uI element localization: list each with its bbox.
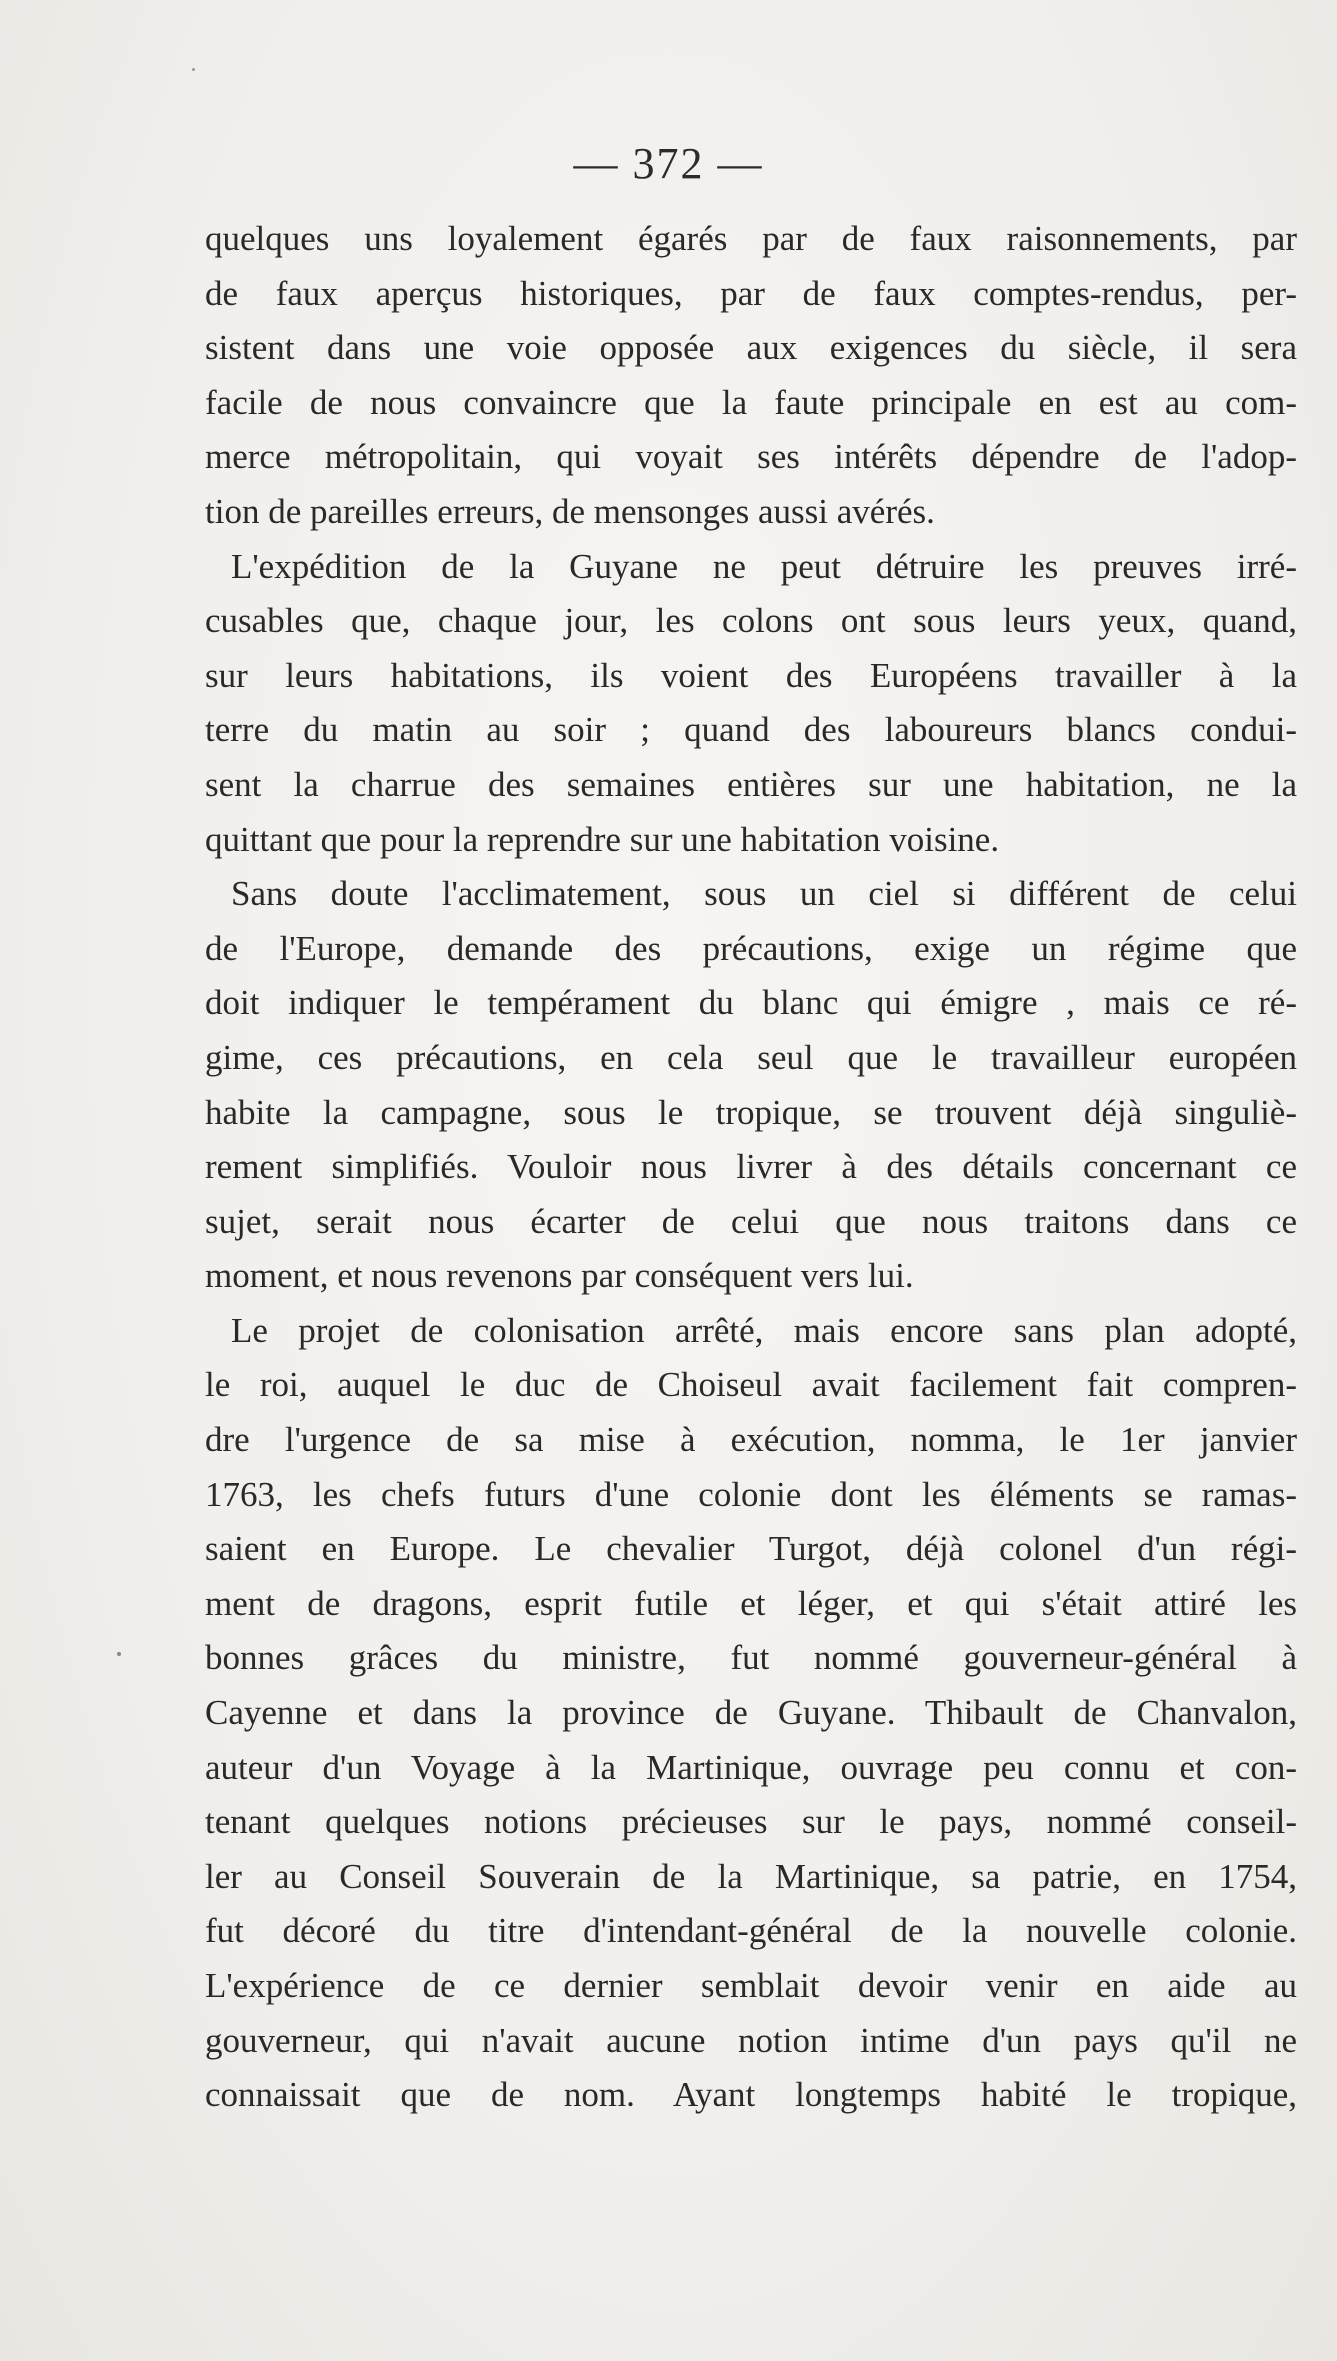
- paper-speck: [192, 68, 195, 71]
- text-line: doit indiquer le tempérament du blanc qui émigre , mais ce ré-: [205, 983, 1297, 1023]
- text-line: sistent dans une voie opposée aux exigences du siècle, il sera: [205, 328, 1297, 368]
- text-line: terre du matin au soir ; quand des laboureurs blancs condui-: [205, 710, 1297, 750]
- text-line: habite la campagne, sous le tropique, se trouvent déjà singuliè-: [205, 1092, 1297, 1132]
- text-line: saient en Europe. Le chevalier Turgot, déjà colonel d'un régi-: [205, 1529, 1297, 1569]
- text-line: quelques uns loyalement égarés par de faux raisonnements, par: [205, 219, 1297, 258]
- body-text: [205, 212, 1297, 2123]
- text-line: fut décoré du titre d'intendant-général de la nouvelle colonie.: [205, 1911, 1297, 1951]
- text-line: de l'Europe, demande des précautions, exige un régime que: [205, 928, 1297, 968]
- text-line: Le projet de colonisation arrêté, mais encore sans plan adopté,: [231, 1310, 1297, 1350]
- text-line: 1763, les chefs futurs d'une colonie dont les éléments se ramas-: [205, 1474, 1297, 1514]
- text-line: gime, ces précautions, en cela seul que le travailleur européen: [205, 1037, 1297, 1077]
- text-line: sujet, serait nous écarter de celui que nous traitons dans ce: [205, 1201, 1297, 1241]
- paper-speck: [117, 1652, 121, 1656]
- text-line: quittant que pour la reprendre sur une habitation voisine.: [205, 819, 1000, 859]
- text-line: sur leurs habitations, ils voient des Européens travailler à la: [205, 655, 1297, 695]
- text-line: dre l'urgence de sa mise à exécution, nomma, le 1er janvier: [205, 1420, 1297, 1460]
- text-line: tion de pareilles erreurs, de mensonges aussi avérés.: [205, 491, 935, 531]
- text-line: gouverneur, qui n'avait aucune notion intime d'un pays qu'il ne: [205, 2020, 1297, 2060]
- text-line: L'expédition de la Guyane ne peut détruire les preuves irré-: [231, 546, 1297, 586]
- text-line: rement simplifiés. Vouloir nous livrer à des détails concernant ce: [205, 1147, 1297, 1187]
- text-line: tenant quelques notions précieuses sur le pays, nommé conseil-: [205, 1802, 1297, 1842]
- text-line: Sans doute l'acclimatement, sous un ciel si différent de celui: [231, 874, 1297, 914]
- text-line: facile de nous convaincre que la faute principale en est au com-: [205, 382, 1297, 422]
- text-line: merce métropolitain, qui voyait ses intérêts dépendre de l'adop-: [205, 437, 1297, 477]
- text-line: le roi, auquel le duc de Choiseul avait facilement fait compren-: [205, 1365, 1297, 1405]
- text-line: ment de dragons, esprit futile et léger, et qui s'était attiré les: [205, 1583, 1297, 1623]
- text-line: connaissait que de nom. Ayant longtemps habité le tropique,: [205, 2075, 1297, 2115]
- text-line: de faux aperçus historiques, par de faux comptes-rendus, per-: [205, 273, 1297, 313]
- text-line: bonnes grâces du ministre, fut nommé gouverneur-général à: [205, 1638, 1297, 1678]
- text-line: sent la charrue des semaines entières sur une habitation, ne la: [205, 764, 1297, 804]
- page-number: — 372 —: [573, 139, 764, 188]
- text-line: cusables que, chaque jour, les colons ont sous leurs yeux, quand,: [205, 601, 1297, 641]
- text-line: Cayenne et dans la province de Guyane. Thibault de Chanvalon,: [205, 1693, 1297, 1733]
- text-line: L'expérience de ce dernier semblait devoir venir en aide au: [205, 1966, 1297, 2005]
- text-line: moment, et nous revenons par conséquent vers lui.: [205, 1256, 914, 1296]
- text-line: auteur d'un Voyage à la Martinique, ouvrage peu connu et con-: [205, 1747, 1297, 1787]
- text-line: ler au Conseil Souverain de la Martinique, sa patrie, en 1754,: [205, 1856, 1297, 1896]
